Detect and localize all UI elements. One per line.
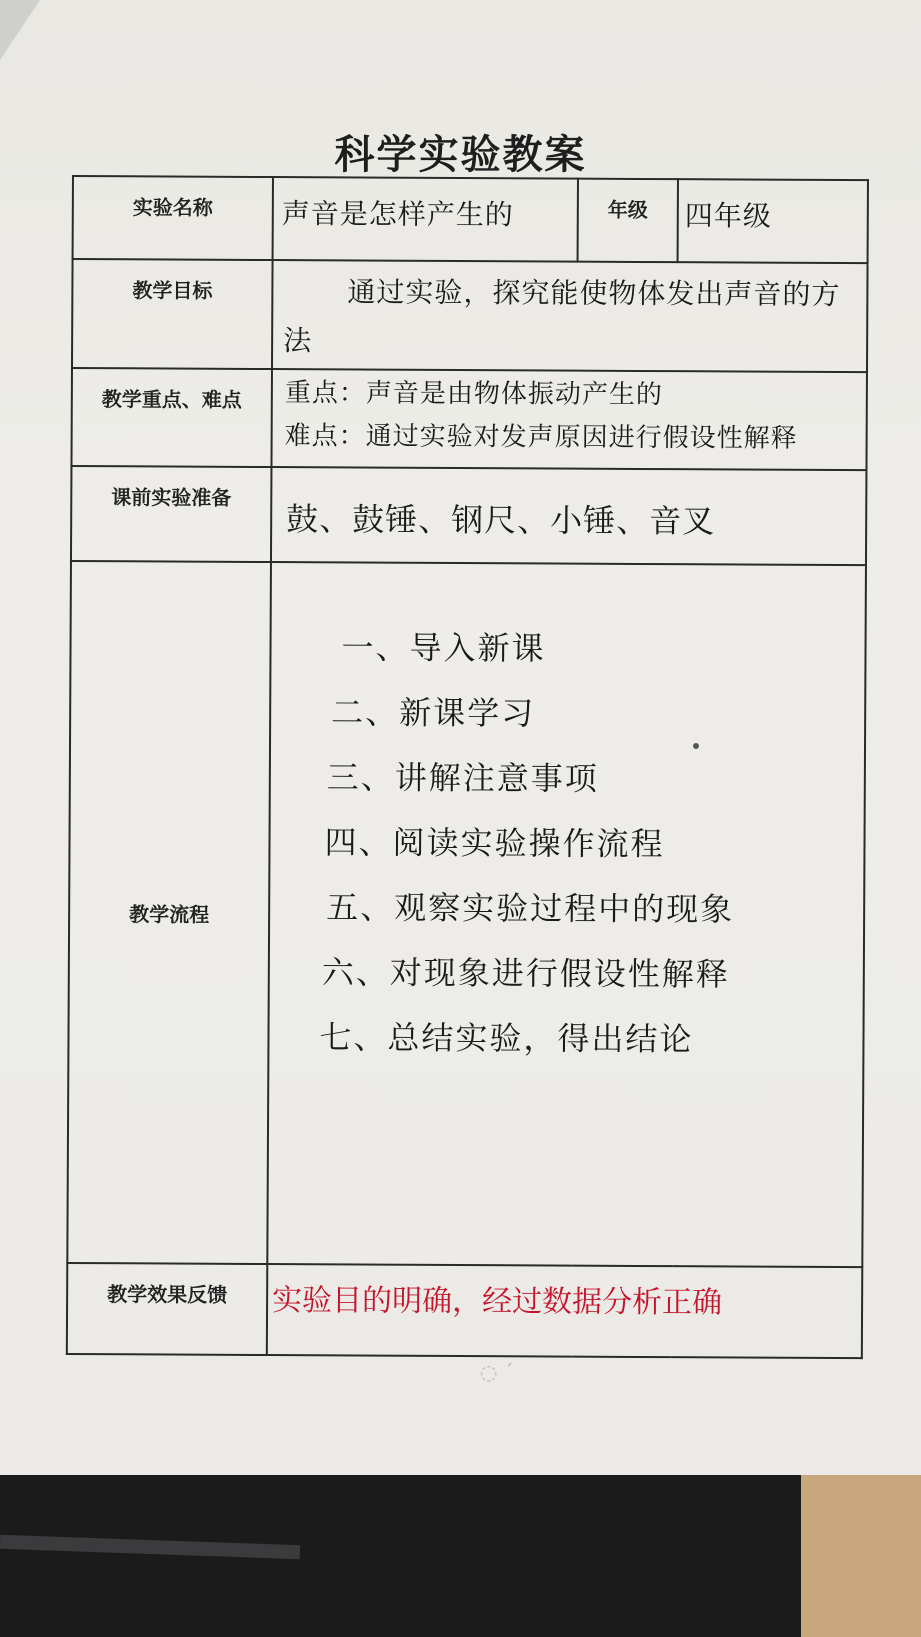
row-feedback xyxy=(67,1263,862,1358)
row-key-difficult xyxy=(71,368,867,470)
process-step-1: 一、导入新课 xyxy=(341,628,546,668)
label-grade: 年级 xyxy=(578,179,678,262)
value-feedback: 实验目的明确，经过数据分析正确 xyxy=(267,1264,862,1358)
process-step-7: 七、总结实验，得出结论 xyxy=(319,1018,694,1059)
teaching-goal-text: 通过实验，探究能使物体发出声音的方法 xyxy=(283,275,841,357)
faint-pencil-mark: ◌ ˊ xyxy=(480,1360,514,1384)
difficult-point-text: 难点：通过实验对发声原因进行假设性解释 xyxy=(284,421,798,454)
label-teaching-goal: 教学目标 xyxy=(72,259,273,369)
page-title: 科学实验教案 xyxy=(334,132,587,178)
row-teaching-goal xyxy=(72,259,868,373)
value-process xyxy=(267,562,866,1267)
value-teaching-goal xyxy=(272,260,868,373)
table-corner xyxy=(801,1475,921,1637)
process-step-4: 四、阅读实验操作流程 xyxy=(324,823,665,864)
paper-corner-shadow xyxy=(0,0,40,60)
background-cloth xyxy=(0,1475,921,1637)
value-grade: 四年级 xyxy=(678,179,868,263)
label-key-difficult: 教学重点、难点 xyxy=(71,368,272,467)
value-experiment-name: 声音是怎样产生的 xyxy=(273,177,578,261)
process-step-2: 二、新课学习 xyxy=(331,693,536,733)
process-step-3: 三、讲解注意事项 xyxy=(326,758,599,798)
value-key-difficult xyxy=(271,369,867,470)
process-step-5: 五、观察实验过程中的现象 xyxy=(326,888,735,929)
label-experiment-name: 实验名称 xyxy=(73,176,273,260)
key-point-text: 重点：声音是由物体振动产生的 xyxy=(284,378,663,411)
process-list xyxy=(319,615,854,1073)
label-process: 教学流程 xyxy=(67,561,271,1264)
label-feedback: 教学效果反馈 xyxy=(67,1263,267,1355)
process-step-6: 六、对现象进行假设性解释 xyxy=(321,953,730,994)
row-preparation xyxy=(71,466,866,565)
lesson-plan-table xyxy=(66,175,869,1359)
label-preparation: 课前实验准备 xyxy=(71,466,271,562)
row-process xyxy=(67,561,866,1267)
value-preparation: 鼓、鼓锤、钢尺、小锤、音叉 xyxy=(271,467,866,565)
row-experiment-name xyxy=(73,176,868,263)
